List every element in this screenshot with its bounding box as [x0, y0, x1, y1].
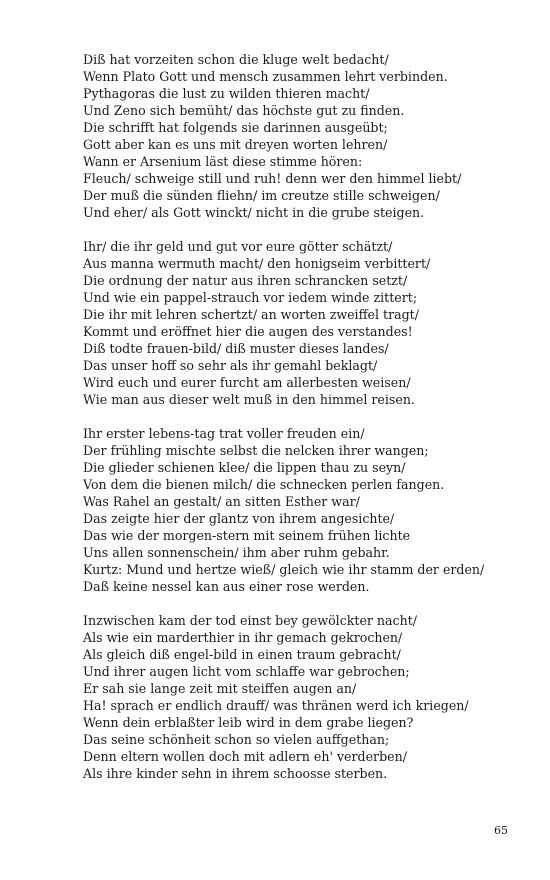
verse-line: Die ordnung der natur aus ihren schrancken setzt/: [83, 273, 408, 288]
stanza-1: [83, 51, 523, 221]
verse-line: Wenn Plato Gott und mensch zusammen lehrt verbinden.: [83, 69, 448, 84]
stanza-4: [83, 612, 523, 782]
verse-line: Und ihrer augen licht vom schlaffe war gebrochen;: [83, 664, 410, 679]
verse-line: Pythagoras die lust zu wilden thieren macht/: [83, 86, 370, 101]
verse-line: Er sah sie lange zeit mit steiffen augen an/: [83, 681, 357, 696]
verse-line: Die ihr mit lehren schertzt/ an worten zweiffel tragt/: [83, 307, 419, 322]
verse-line: Das zeigte hier der glantz von ihrem angesichte/: [83, 511, 395, 526]
verse-line: Das unser hoff so sehr als ihr gemahl beklagt/: [83, 358, 378, 373]
verse-line: Der frühling mischte selbst die nelcken ihrer wangen;: [83, 443, 429, 458]
stanza-2: [83, 238, 523, 408]
verse-line: Ihr erster lebens-tag trat voller freuden ein/: [83, 426, 365, 441]
verse-line: Fleuch/ schweige still und ruh! denn wer den himmel liebt/: [83, 171, 462, 186]
verse-line: Kurtz: Mund und hertze wieß/ gleich wie ihr stamm der erden/: [83, 562, 485, 577]
verse-line: Der muß die sünden fliehn/ im creutze stille schweigen/: [83, 188, 440, 203]
verse-line: Ihr/ die ihr geld und gut vor eure götter schätzt/: [83, 239, 393, 254]
verse-line: Als wie ein marderthier in ihr gemach gekrochen/: [83, 630, 403, 645]
verse-line: Als gleich diß engel-bild in einen traum gebracht/: [83, 647, 401, 662]
verse-line: Und Zeno sich bemüht/ das höchste gut zu finden.: [83, 103, 405, 118]
verse-line: Ha! sprach er endlich drauff/ was thränen werd ich kriegen/: [83, 698, 469, 713]
verse-line: Das seine schönheit schon so vielen auffgethan;: [83, 732, 390, 747]
verse-line: Aus manna wermuth macht/ den honigseim verbittert/: [83, 256, 431, 271]
verse-line: Als ihre kinder sehn in ihrem schoosse sterben.: [83, 766, 388, 781]
verse-line: Kommt und eröffnet hier die augen des verstandes!: [83, 324, 413, 339]
poem-text: [83, 51, 523, 799]
verse-line: Die glieder schienen klee/ die lippen thau zu seyn/: [83, 460, 406, 475]
verse-line: Diß todte frauen-bild/ diß muster dieses landes/: [83, 341, 389, 356]
verse-line: Denn eltern wollen doch mit adlern eh' verderben/: [83, 749, 407, 764]
verse-line: Diß hat vorzeiten schon die kluge welt bedacht/: [83, 52, 389, 67]
page-number: 65: [494, 824, 508, 837]
verse-line: Inzwischen kam der tod einst bey gewölckter nacht/: [83, 613, 418, 628]
verse-line: Wie man aus dieser welt muß in den himmel reisen.: [83, 392, 415, 407]
verse-line: Wann er Arsenium läst diese stimme hören:: [83, 154, 363, 169]
verse-line: Uns allen sonnenschein/ ihm aber ruhm gebahr.: [83, 545, 390, 560]
verse-line: Gott aber kan es uns mit dreyen worten lehren/: [83, 137, 388, 152]
verse-line: Daß keine nessel kan aus einer rose werden.: [83, 579, 370, 594]
verse-line: Wenn dein erblaßter leib wird in dem grabe liegen?: [83, 715, 414, 730]
verse-line: Von dem die bienen milch/ die schnecken perlen fangen.: [83, 477, 445, 492]
verse-line: Wird euch und eurer furcht am allerbesten weisen/: [83, 375, 411, 390]
verse-line: Und wie ein pappel-strauch vor iedem winde zittert;: [83, 290, 418, 305]
verse-line: Die schrifft hat folgends sie darinnen ausgeübt;: [83, 120, 388, 135]
verse-line: Das wie der morgen-stern mit seinem frühen lichte: [83, 528, 411, 543]
verse-line: Was Rahel an gestalt/ an sitten Esther war/: [83, 494, 360, 509]
verse-line: Und eher/ als Gott winckt/ nicht in die grube steigen.: [83, 205, 425, 220]
stanza-3: [83, 425, 523, 595]
